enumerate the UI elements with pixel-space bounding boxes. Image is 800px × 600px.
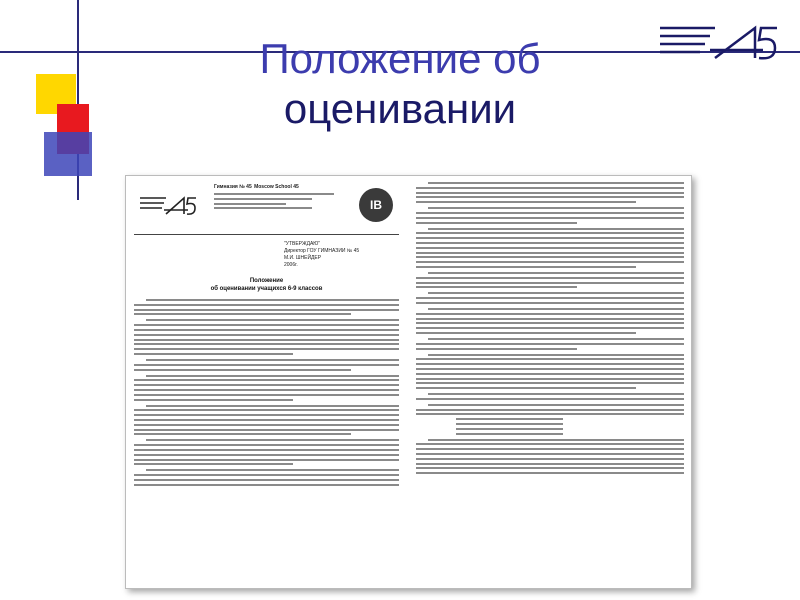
document-page-left (134, 182, 399, 582)
document-letterhead (134, 182, 399, 235)
document-title-line1: Положение (249, 278, 284, 284)
school-45-logo-small-icon (138, 194, 198, 218)
school-name-en: Moscow School 45 (254, 184, 299, 190)
document-page-right (416, 182, 684, 582)
document-title (134, 277, 399, 293)
school-45-logo-icon (655, 20, 780, 66)
slide-title-line2: оценивании (283, 85, 517, 132)
document-scan (125, 175, 692, 589)
slide-title-line1: Положение об (259, 35, 541, 82)
approval-block (284, 241, 399, 269)
approval-name: М.И. ШНЕЙДЕР (284, 255, 322, 261)
approval-director: Директор ГОУ ГИМНАЗИИ № 45 (284, 248, 360, 254)
school-name: Гимназия № 45 (214, 184, 252, 190)
decor-blue-square (44, 132, 92, 176)
approval-label: "УТВЕРЖДАЮ" (284, 241, 321, 247)
slide-title (150, 34, 650, 134)
letterhead-info (214, 184, 334, 212)
document-title-line2: об оценивании учащихся 6-9 классов (210, 286, 323, 292)
document-text-right (416, 182, 684, 474)
document-text-left (134, 299, 399, 486)
approval-year: 2006г. (284, 262, 298, 268)
ib-logo: IB (359, 188, 393, 222)
